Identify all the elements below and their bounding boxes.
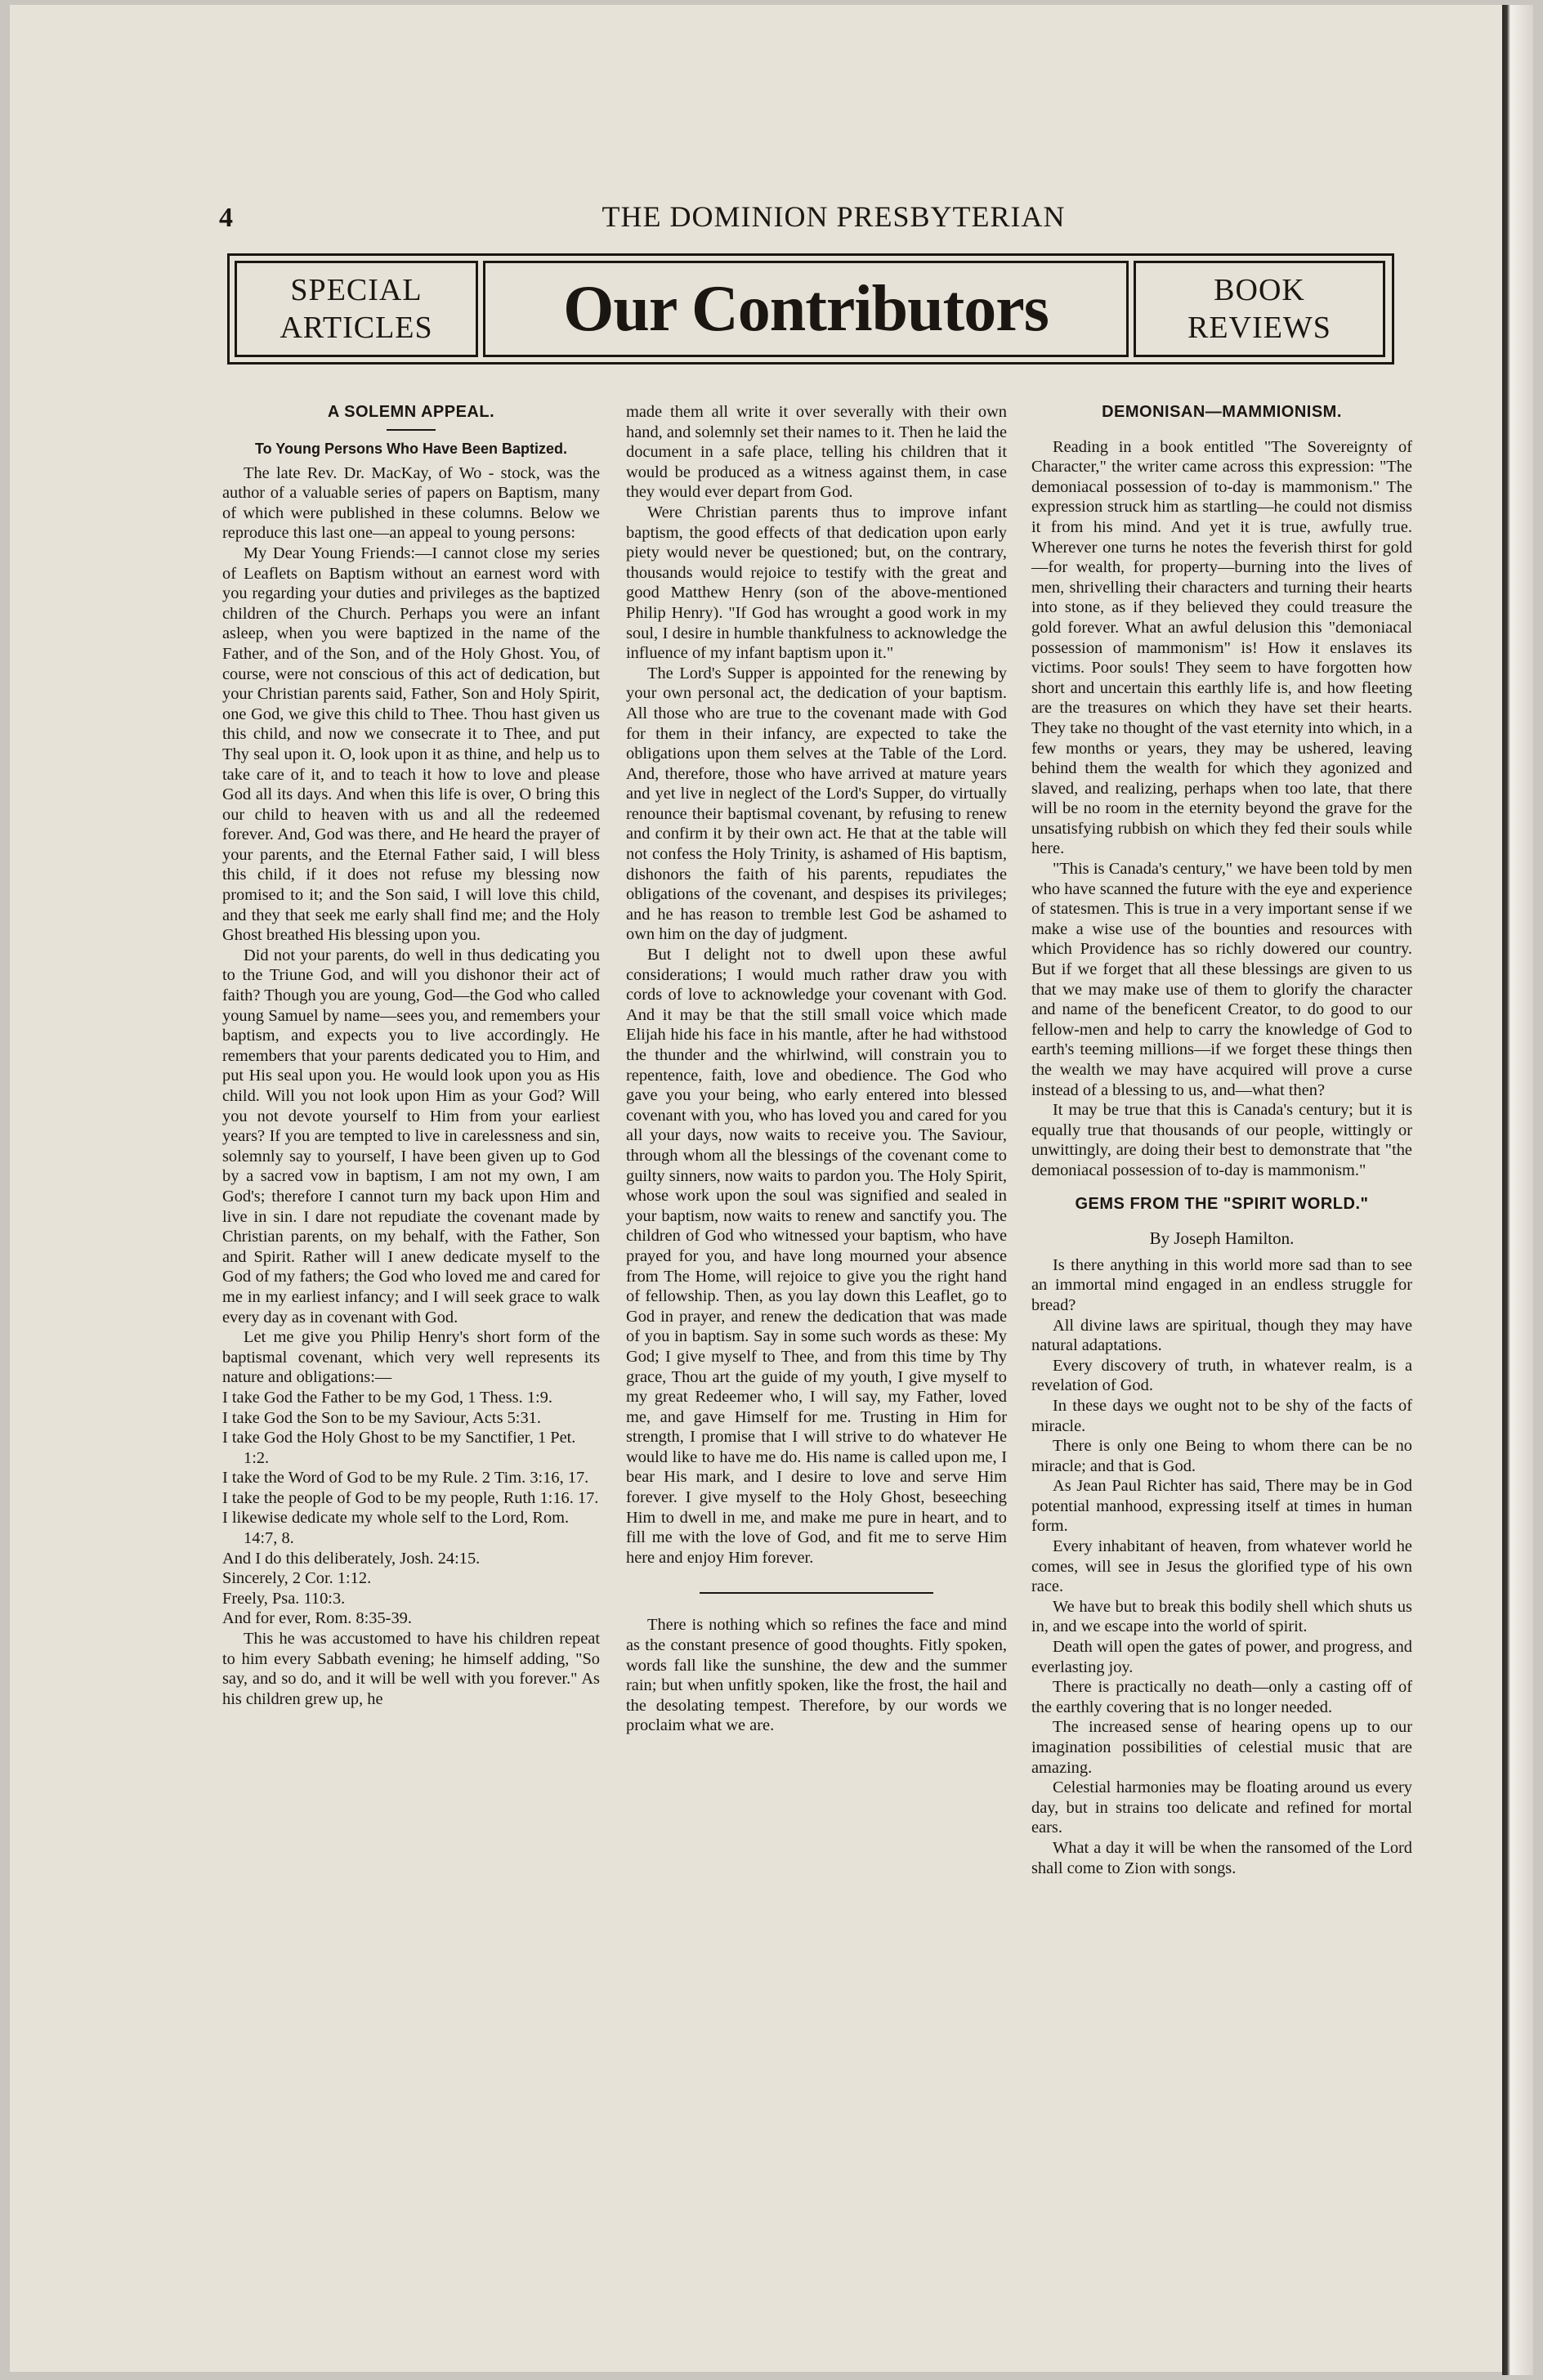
column-1 [222, 402, 600, 1709]
gem-paragraph: Every discovery of truth, in whatever realm, is a revelation of God. [1031, 1356, 1412, 1395]
title-rule [387, 429, 436, 431]
filler-paragraph: There is nothing which so refines the face and mind as the constant presence of good thoughts. Fitly spoken, words fall like the sunshine, the dew and the summer rain; but when unfitly spoken, like the frost, the hail and the desolating tempest. Therefore, by our words we proclaim what we are. [626, 1616, 1007, 1735]
article-title: A SOLEMN APPEAL. [327, 403, 495, 421]
covenant-line: And I do this deliberately, Josh. 24:15. [222, 1549, 481, 1568]
article-title: GEMS FROM THE "SPIRIT WORLD." [1075, 1194, 1369, 1213]
gem-paragraph: All divine laws are spiritual, though they may have natural adaptations. [1031, 1316, 1412, 1355]
covenant-line: Freely, Psa. 110:3. [222, 1589, 346, 1608]
covenant-line: I take God the Son to be my Saviour, Acts 5:31. [222, 1408, 541, 1427]
column-divider [700, 1592, 933, 1594]
article-paragraph: But I delight not to dwell upon these awful considerations; I would much rather draw you with cords of love to acknowledge your covenant with God. And it may be that the still small voice which made Elijah hide his face in his mantle, after he had withstood the thunder and the whirlwind, will constrain you to repentence, faith, love and obedience. The God who gave you your being, who early entered into blessed covenant with you, who has loved you and cared for you all your days, now waits to receive you. The Saviour, through whom all the blessings of the covenant come to guilty sinners, now waits to pardon you. The Holy Spirit, whose work upon the soul was signified and sealed in your baptism, now waits to renew and sanctify you. The children of God who witnessed your baptism, who have prayed for you, and have long mourned your absence from The Home, will rejoice to give you the right hand of fellowship. Then, as you lay down this Leaflet, go to God in prayer, and renew the dedication that was made of you in baptism. Say in some such words as these: My God; I give myself to Thee, and from this time by Thy grace, Thou art the guide of my youth, I give myself to my great Redeemer who, I will say, my Father, loved me, and gave Himself for me. Trusting in Him for strength, I promise that I will strive to do whatever He would like to have me do. His name is called upon me, I bear His mark, and I desire to love and serve Him forever. I give myself to the Holy Ghost, beseeching Him to dwell in me, and make me pure in heart, and to fill me with the love of God, and fit me to serve Him here and enjoy Him forever. [626, 946, 1007, 1567]
article-paragraph: This he was accustomed to have his children repeat to him every Sabbath evening; he himself adding, "So say, and so do, and it will be well with you forever." As his children grew up, he [222, 1630, 600, 1708]
book-reviews-box [1134, 261, 1385, 357]
covenant-line: I take the people of God to be my people, Ruth 1:16. 17. [222, 1488, 599, 1507]
article-paragraph: The Lord's Supper is appointed for the renewing by your own personal act, the dedication of your baptism. All those who are true to the covenant made with God for them in their infancy, are expected to take the obligations upon them selves at the Table of the Lord. And, therefore, those who have arrived at mature years and yet live in neglect of the Lord's Supper, do virtually renounce their baptismal covenant, by refusing to renew and confirm it by their own act. He that at the table will not confess the Holy Trinity, is ashamed of His baptism, dishonors the faith of his parents, repudiates the obligations of the covenant, and despises its privileges; and he has reason to tremble lest God be ashamed to own him on the day of judgment. [626, 664, 1007, 944]
section-title: Our Contributors [483, 261, 1129, 357]
article-paragraph: made them all write it over severally with their own hand, and solemnly set their names to it. Then he laid the document in a safe place, telling his children that it would be produced as a witness against them, in case they would ever depart from God. [626, 403, 1007, 502]
page-number: 4 [219, 203, 233, 233]
banner-right-line-1: BOOK [1214, 273, 1305, 307]
running-head: THE DOMINION PRESBYTERIAN [602, 200, 1066, 233]
banner-left-line-2: ARTICLES [280, 311, 433, 345]
covenant-line: I take the Word of God to be my Rule. 2 Tim. 3:16, 17. [222, 1469, 589, 1488]
gem-paragraph: Celestial harmonies may be floating around us every day, but in strains too delicate and refined for mortal ears. [1031, 1778, 1412, 1837]
covenant-line: I take God the Holy Ghost to be my Sanctifier, 1 Pet. 1:2. [222, 1429, 576, 1467]
gem-paragraph: Is there anything in this world more sad than to see an immortal mind engaged in an endless struggle for bread? [1031, 1255, 1412, 1314]
gem-paragraph: There is only one Being to whom there can be no miracle; and that is God. [1031, 1437, 1412, 1475]
article-paragraph: The late Rev. Dr. MacKay, of Wo - stock, was the author of a valuable series of papers on Baptism, many of which were published in these columns. Below we reproduce this last one—an appeal to young persons: [222, 463, 600, 543]
banner-left-line-1: SPECIAL [290, 273, 423, 307]
gem-paragraph: Death will open the gates of power, and progress, and everlasting joy. [1031, 1638, 1412, 1676]
covenant-line: And for ever, Rom. 8:35-39. [222, 1609, 412, 1628]
article-paragraph: Let me give you Philip Henry's short form of the baptismal covenant, which very well represents its nature and obligations:— [222, 1328, 600, 1387]
article-paragraph: Did not your parents, do well in thus dedicating you to the Triune God, and will you dishonor their act of faith? Though you are young, God—the God who called young Samuel by name—sees you, and remembers your baptism, and expects you to live accordingly. He remembers that your parents dedicated you to Him, and put His seal upon you. He would look upon you as His child. Will you not look upon Him as your God? Will you not devote yourself to Him from your earliest years? If you are tempted to live in carelessness and sin, solemnly say to yourself, I have been given up to God by a sacred vow in baptism, I am not my own, I am God's; therefore I cannot turn my back upon Him and live in sin. I dare not repudiate the covenant made by Christian parents, on my behalf, with the Father, Son and Spirit. Rather will I anew dedicate myself to the God of my fathers; the God who loved me and cared for me in my earliest infancy; and I will seek grace to walk every day as in covenant with God. [222, 946, 600, 1326]
covenant-line: I take God the Father to be my God, 1 Thess. 1:9. [222, 1388, 552, 1407]
section-banner [227, 253, 1394, 365]
covenant-line: I likewise dedicate my whole self to the Lord, Rom. 14:7, 8. [222, 1509, 570, 1548]
article-paragraph: It may be true that this is Canada's century; but it is equally true that thousands of our people, wittingly or unwittingly, are doing their best to demonstrate that "the demoniacal possession of to-day is mammonism." [1031, 1101, 1412, 1179]
gem-paragraph: There is practically no death—only a casting off of the earthly covering that is no longer needed. [1031, 1678, 1412, 1716]
banner-right-line-2: REVIEWS [1187, 311, 1331, 345]
byline: By Joseph Hamilton. [1149, 1228, 1295, 1249]
article-paragraph: My Dear Young Friends:—I cannot close my series of Leaflets on Baptism without an earnest word with you regarding your duties and privileges as the baptized children of the Church. Perhaps you were an infant asleep, when you were baptized in the name of the Father, and of the Son, and of the Holy Ghost. You, of course, were not conscious of this act of dedication, but your Christian parents said, Father, Son and Holy Spirit, one God, we give this child to Thee. Thou hast given us this child, and now we consecrate it to Thee, and put Thy seal upon it. O, look upon it as thine, and help us to take care of it, and to teach it how to love and please God all its days. And when this life is over, O bring this our child to heaven with us and all the redeemed forever. And, God was there, and He heard the prayer of your parents, and the Eternal Father said, I will bless this child, if it does not refuse my blessing now promised to it; and the Son said, I will love this child, and they that seek me early shall find me; and the Holy Ghost breathed His blessing upon you. [222, 544, 600, 945]
page-edge [1502, 5, 1533, 2375]
gem-paragraph: The increased sense of hearing opens up to our imagination possibilities of celestial music that are amazing. [1031, 1718, 1412, 1777]
article-paragraph: "This is Canada's century," we have been told by men who have scanned the future with the eye and experience of statesmen. This is true in a very important sense if we make a wise use of the bounties and resources with which Providence has so richly dowered our country. But if we forget that all these blessings are given to us that we may make use of them to glorify the character and name of the beneficent Creator, to do good to our fellow-men and help to carry the knowledge of God to earth's teeming millions—if we forget these things then the wealth we may have acquired will prove a curse instead of a blessing to us, and—what then? [1031, 860, 1412, 1099]
article-paragraph: Were Christian parents thus to improve infant baptism, the good effects of that dedication upon early piety would never be questioned; but, on the contrary, thousands would rejoice to testify with the great and good Matthew Henry (son of the above-mentioned Philip Henry). "If God has wrought a good work in my soul, I desire in humble thankfulness to acknowledge the influence of my infant baptism upon it." [626, 503, 1007, 663]
column-3 [1031, 402, 1412, 1878]
gem-paragraph: In these days we ought not to be shy of the facts of miracle. [1031, 1396, 1412, 1435]
special-articles-box [235, 261, 478, 357]
gem-paragraph: Every inhabitant of heaven, from whatever world he comes, will see in Jesus the glorified type of his own race. [1031, 1537, 1412, 1596]
article-title: DEMONISAN—MAMMIONISM. [1102, 403, 1342, 421]
covenant-line: Sincerely, 2 Cor. 1:12. [222, 1569, 372, 1588]
gem-paragraph: We have but to break this bodily shell which shuts us in, and we escape into the world of spirit. [1031, 1597, 1412, 1636]
article-paragraph: Reading in a book entitled "The Sovereignty of Character," the writer came across this expression: "The demoniacal possession of to-day is mammonism." The expression struck him as startling—he could not dismiss it from his mind. And yet it is true, awfully true. Wherever one turns he notes the feverish thirst for gold—for wealth, for property—burning into the lives of men, shrivelling their characters and turning their hearts into stone, as if they believed they could treasure the gold forever. What an awful delusion this "demoniacal possession of mammonism" is! How it enslaves its victims. Poor souls! They seem to have forgotten how short and uncertain this earthly life is, and how fleeting are the treasures on which they have set their hearts. They take no thought of the vast eternity into which, in a few months or years, they may be ushered, leaving behind them the wealth for which they agonized and slaved, and realizing, perhaps when too late, that there will be no room in the eternity beyond the grave for the unsatisfying rubbish on which they fed their souls while here. [1031, 437, 1412, 858]
gem-paragraph: As Jean Paul Richter has said, There may be in God potential manhood, expressing itself at times in human form. [1031, 1477, 1412, 1536]
article-subtitle: To Young Persons Who Have Been Baptized. [254, 440, 568, 457]
column-2 [626, 402, 1007, 1736]
gem-paragraph: What a day it will be when the ransomed of the Lord shall come to Zion with songs. [1031, 1838, 1412, 1877]
